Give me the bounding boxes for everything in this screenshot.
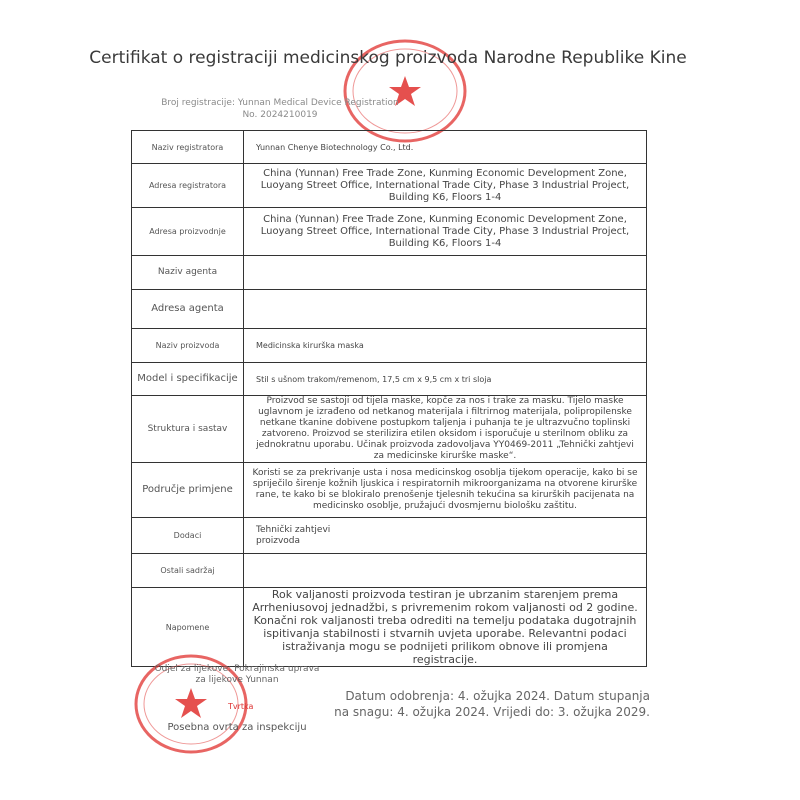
row-label: Adresa registratora [132,164,244,208]
row-value [244,554,647,588]
row-label: Područje primjene [132,463,244,518]
row-value: Yunnan Chenye Biotechnology Co., Ltd. [244,131,647,164]
row-value: China (Yunnan) Free Trade Zone, Kunming Economic Development Zone, Luoyang Street Office, International Trade City, Phase 3 Industrial Project, Building K6, Floors 1-4 [244,164,647,208]
row-label: Naziv proizvoda [132,329,244,363]
stamp-label: Tvrtka [228,702,254,711]
row-label: Naziv agenta [132,256,244,290]
certificate-table [131,130,647,667]
row-label: Ostali sadržaj [132,554,244,588]
table-row [132,396,647,463]
table-row [132,208,647,256]
table-row [132,363,647,396]
table-row [132,329,647,363]
row-value [244,256,647,290]
row-value: China (Yunnan) Free Trade Zone, Kunming Economic Development Zone, Luoyang Street Office, International Trade City, Phase 3 Industrial Project, Building K6, Floors 1-4 [244,208,647,256]
table-row [132,131,647,164]
row-value: Koristi se za prekrivanje usta i nosa medicinskog osoblja tijekom operacije, kako bi se spriječilo širenje kožnih ljuskica i respiratornih mikroorganizama na otvorene kirurške rane, te kako bi se blokiralo prenošenje tjelesnih tekućina sa kirurških pacijenata na medicinsko osoblje, pružajući dvosmjernu biološku zaštitu. [244,463,647,518]
issuer-block [152,664,322,734]
row-label: Dodaci [132,518,244,554]
row-value: Proizvod se sastoji od tijela maske, kopče za nos i trake za masku. Tijelo maske uglavnom je izrađeno od netkanog materijala i filtrirnog materijala, polipropilenske netkane tkanine dobivene postupkom taljenja i puhanja te je ultrazvučno toplinski zatvoreno. Proizvod se sterilizira etilen oksidom i isporučuje u sterilnom obliku za jednokratnu uporabu. Učinak proizvoda zadovoljava YY0469-2011 „Tehnički zahtjevi za medicinske kirurške maske“. [244,396,647,463]
inspection-department: Posebna ovrta za inspekciju [167,722,307,733]
row-value-text: Tehnički zahtjevi proizvoda [256,524,331,546]
row-label: Napomene [132,588,244,667]
row-label: Model i specifikacije [132,363,244,396]
validity-dates: Datum odobrenja: 4. ožujka 2024. Datum stupanja na snagu: 4. ožujka 2024. Vrijedi do: 3. ožujka 2029. [334,689,650,719]
table-row [132,164,647,208]
registration-number: Broj registracije: Yunnan Medical Device Registration No. 2024210019 [161,98,399,120]
document-title: Certifikat o registraciji medicinskog proizvoda Narodne Republike Kine [89,48,687,68]
table-row [132,463,647,518]
row-label: Struktura i sastav [132,396,244,463]
table-row [132,256,647,290]
row-value: Rok valjanosti proizvoda testiran je ubrzanim starenjem prema Arrheniusovoj jednadžbi, s privremenim rokom valjanosti od 2 godine. Konačni rok valjanosti treba odrediti na temelju podataka dugotrajnih ispitivanja stabilnosti i stvarnih uvjeta uporabe. Relevantni podaci istraživanja mogu se podnijeti prilikom obnove ili promjena registracije. [244,588,647,667]
row-value: Medicinska kirurška maska [244,329,647,363]
issuer-text: Odjel za lijekove: Pokrajinska uprava za lijekove Yunnan [154,664,320,685]
row-value: Stil s ušnom trakom/remenom, 17,5 cm x 9,5 cm x tri sloja [244,363,647,396]
table-row [132,554,647,588]
row-value [244,290,647,329]
row-label: Adresa proizvodnje [132,208,244,256]
row-label: Naziv registratora [132,131,244,164]
row-value [244,518,647,554]
row-label: Adresa agenta [132,290,244,329]
table-row [132,290,647,329]
table-row [132,518,647,554]
